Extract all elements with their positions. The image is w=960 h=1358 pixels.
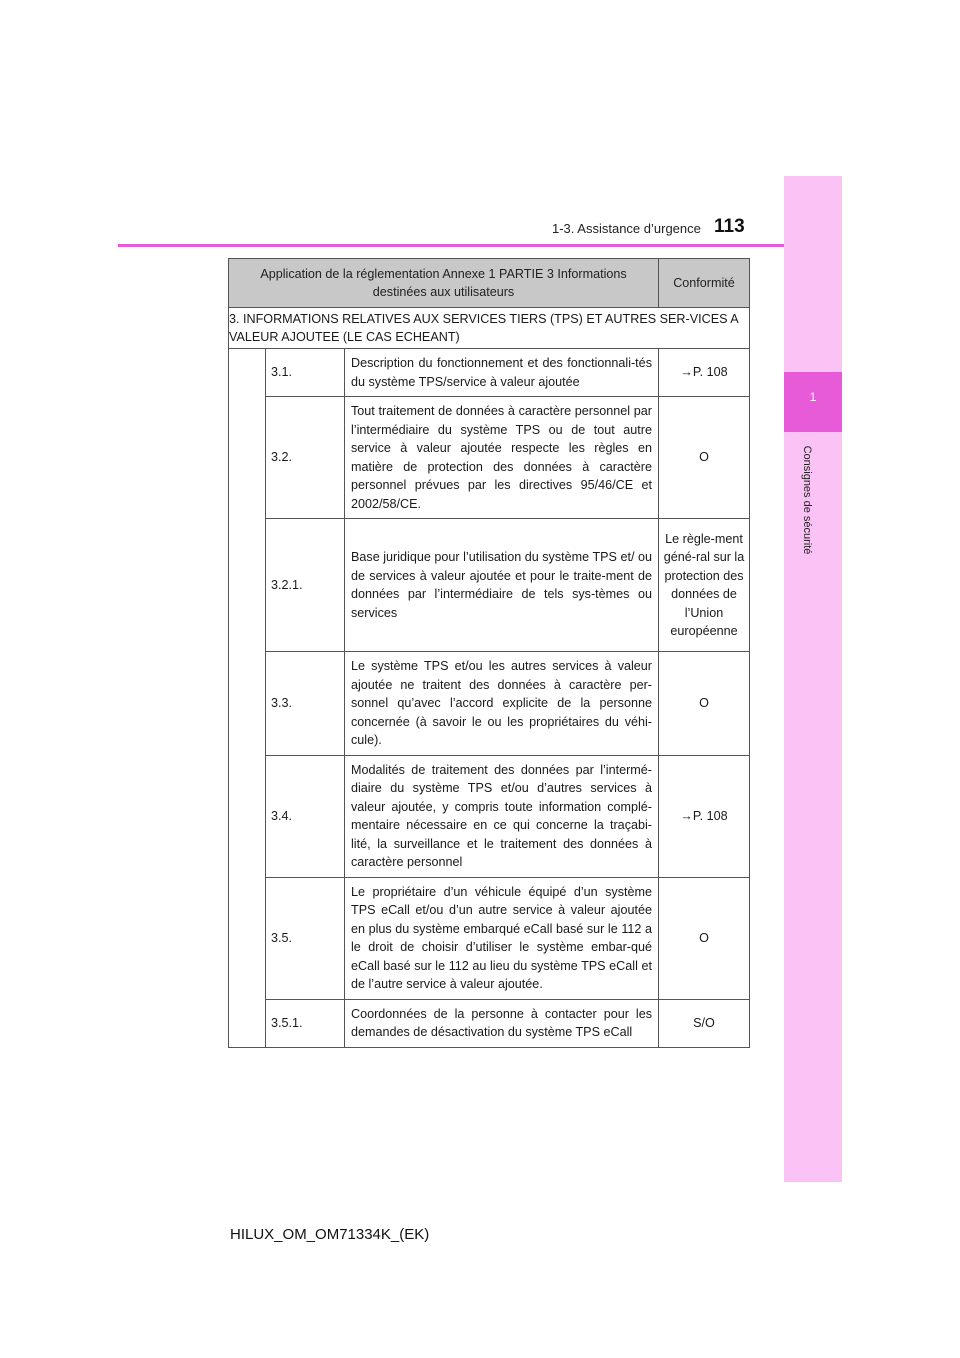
section-heading: 3. INFORMATIONS RELATIVES AUX SERVICES TIERS (TPS) ET AUTRES SER-VICES A VALEUR AJOUTEE (LE CAS ECHEANT) (229, 308, 750, 349)
chapter-title: Consignes de sécurité (801, 445, 813, 555)
section-row (229, 308, 750, 349)
row-number: 3.2.1. (266, 519, 345, 652)
row-number: 3.4. (266, 755, 345, 877)
row-conformity: O (659, 397, 750, 519)
row-number: 3.3. (266, 652, 345, 756)
document-code: HILUX_OM_OM71334K_(EK) (230, 1226, 430, 1243)
header-conformity: Conformité (659, 259, 750, 308)
header-application: Application de la réglementation Annexe 1 PARTIE 3 Informations destinées aux utilisateurs (229, 259, 659, 308)
row-description: Base juridique pour l’utilisation du système TPS et/ ou de services à valeur ajoutée et pour le traite-ment de données par l’intermédiaire de tels sys-tèmes ou services (345, 519, 659, 652)
table-header-row (229, 259, 750, 308)
table-row (229, 755, 750, 877)
side-tab (784, 176, 842, 1182)
chapter-number: 1 (809, 390, 817, 404)
row-conformity: O (659, 877, 750, 999)
row-conformity: →P. 108 (659, 755, 750, 877)
row-conformity: →P. 108 (659, 349, 750, 397)
table-row (229, 349, 750, 397)
indent-cell (229, 349, 266, 1048)
row-conformity: O (659, 652, 750, 756)
row-description: Tout traitement de données à caractère personnel par l’intermédiaire du système TPS ou de tout autre service à valeur ajoutée respecte les règles en matière de protection des données à caractère personnel prévues par les directives 95/46/CE et 2002/58/CE. (345, 397, 659, 519)
row-description: Modalités de traitement des données par l’intermé-diaire du système TPS et/ou d’autres services à valeur ajoutée, y compris toute information complé-mentaire nécessaire en ce qui concerne la traçabi-lité, la surveillance et le traitement des données à caractère personnel (345, 755, 659, 877)
row-conformity: S/O (659, 999, 750, 1047)
row-number: 3.5.1. (266, 999, 345, 1047)
conformity-table (228, 258, 750, 1048)
row-description: Description du fonctionnement et des fonctionnali-tés du système TPS/service à valeur ajoutée (345, 349, 659, 397)
row-description: Le propriétaire d’un véhicule équipé d’un système TPS eCall et/ou d’un autre service à valeur ajoutée en plus du système embarqué eCall basé sur le 112 a le droit de choisir d’utiliser le système embar-qué eCall basé sur le 112 au lieu du système TPS eCall et de l’autre service à valeur ajoutée. (345, 877, 659, 999)
row-description: Coordonnées de la personne à contacter pour les demandes de désactivation du système TPS eCall (345, 999, 659, 1047)
row-number: 3.5. (266, 877, 345, 999)
row-number: 3.1. (266, 349, 345, 397)
table-row (229, 519, 750, 652)
page-number: 113 (714, 216, 745, 237)
row-number: 3.2. (266, 397, 345, 519)
table-row (229, 999, 750, 1047)
section-title: 1-3. Assistance d’urgence (552, 221, 701, 236)
header-divider (118, 244, 784, 247)
table-row (229, 652, 750, 756)
row-description: Le système TPS et/ou les autres services à valeur ajoutée ne traitent des données à caractère per-sonnel qu’avec l’accord explicite de la personne concernée (à savoir le ou les propriétaires du véhi-cule). (345, 652, 659, 756)
row-conformity: Le règle-ment géné-ral sur la protection des données de l’Union européenne (659, 519, 750, 652)
table-row (229, 877, 750, 999)
table-row (229, 397, 750, 519)
